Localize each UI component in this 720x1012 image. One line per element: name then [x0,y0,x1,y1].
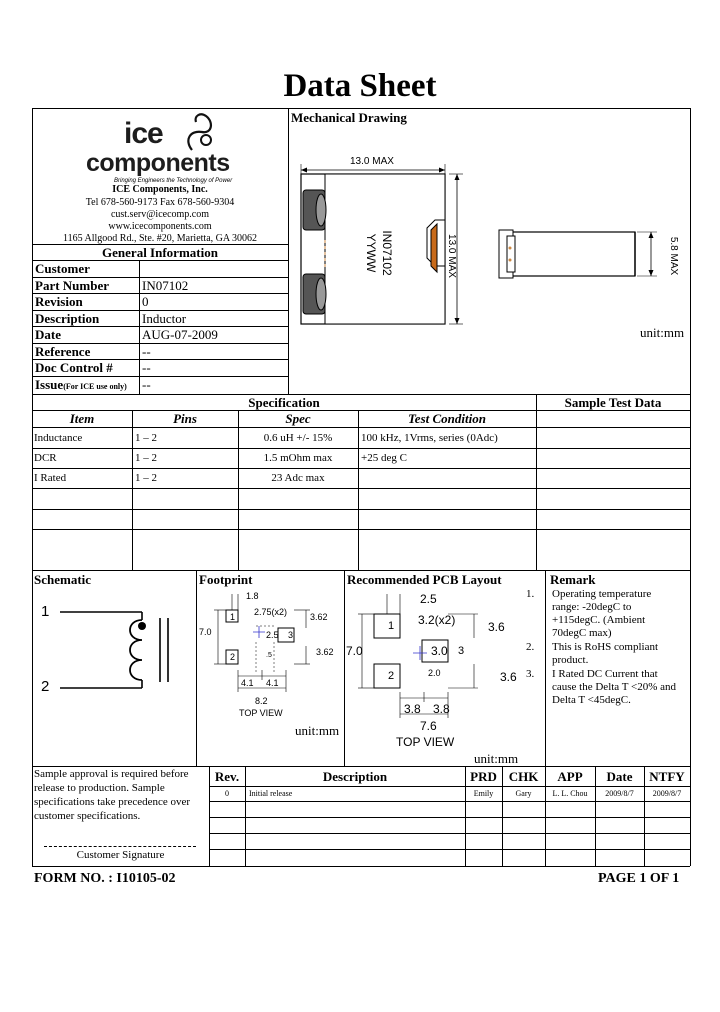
rev-col-description: Description [322,769,388,784]
company-email: cust.serv@icecomp.com [110,209,210,220]
issue-label: Issue [35,377,64,392]
fp-top-view: TOP VIEW [239,708,283,718]
issue-note: (For ICE use only) [63,382,127,391]
pcb-dim-5: 3.0 [431,644,448,658]
info-value-doc-control: -- [142,360,151,375]
info-label-revision: Revision [35,294,83,309]
rev-col-app: APP [557,769,583,784]
page-title: Data Sheet [283,68,437,104]
fp-dim-2: 2.75(x2) [254,607,288,617]
pcb-dim-6: 2.0 [428,668,441,678]
remark-heading: Remark [550,572,596,587]
fp-dim-7: 4.1 [241,678,254,688]
spec-item: Inductance [34,432,83,444]
company-phone: Tel 678-560-9173 Fax 678-560-9304 [85,197,235,208]
info-label-customer: Customer [35,261,90,276]
spec-condition: 100 kHz, 1Vrms, series (0Adc) [361,432,498,444]
pcb-pad-1: 1 [388,620,395,632]
info-label-issue [35,378,127,392]
spec-condition: +25 deg C [361,452,407,464]
mech-dim-height: 13.0 MAX [446,234,457,278]
fp-dim-10: .5 [266,652,272,659]
info-label-description: Description [35,311,100,326]
fp-pad-2: 2 [230,652,236,662]
pcb-dim-4: 7.0 [346,644,363,658]
page-number: PAGE 1 OF 1 [598,871,680,886]
mech-marking-part: IN07102 [380,230,394,276]
inductor-symbol-icon [56,600,186,700]
spec-heading: Specification [248,395,320,410]
form-number: FORM NO. : I10105-02 [34,871,176,886]
rev-col-ntfy: NTFY [649,769,685,784]
spec-pins: 1 – 2 [135,472,157,484]
signature-label: Customer Signature [76,849,165,861]
info-value-reference: -- [142,344,151,359]
spec-pins: 1 – 2 [135,452,157,464]
fp-dim-4: 7.0 [199,627,212,637]
info-label-reference: Reference [35,344,91,359]
signature-line [44,846,196,847]
info-value-issue: -- [142,377,151,392]
spec-col-pins: Pins [173,411,197,426]
spec-value: 0.6 uH +/- 15% [263,432,333,444]
spec-item: DCR [34,452,57,464]
company-address: 1165 Allgood Rd., Ste. #20, Marietta, GA 30062 [62,233,258,244]
spec-value: 23 Adc max [271,472,325,484]
mech-dim-width: 13.0 MAX [350,156,394,167]
mech-marking-date: YYWW [364,233,378,273]
pcb-dim-3: 3.6 [488,620,505,634]
mech-dim-side: 5.8 MAX [668,236,679,276]
fp-unit: unit:mm [295,723,340,738]
spec-value: 1.5 mOhm max [263,452,333,464]
fp-dim-1: 1.8 [246,591,259,601]
fp-dim-5: 2.5 [266,630,279,640]
info-label-part-number: Part Number [35,278,110,293]
info-label-doc-control: Doc Control # [35,360,113,375]
schematic-pin2: 2 [41,678,50,695]
pcb-unit: unit:mm [474,751,519,766]
pcb-dim-9: 3.8 [433,702,450,716]
spec-col-condition: Test Condition [408,411,486,426]
info-label-date: Date [35,327,61,342]
mechanical-drawing [289,150,689,330]
mech-unit: unit:mm [640,325,685,340]
spec-pins: 1 – 2 [135,432,157,444]
mechanical-heading: Mechanical Drawing [291,110,407,125]
schematic-pin1: 1 [41,603,50,620]
info-value-revision: 0 [142,294,149,309]
fp-pad-1: 1 [230,612,236,622]
fp-dim-6: 3.62 [316,647,334,657]
rev-col-rev: Rev. [214,769,240,784]
fp-pad-3: 3 [288,630,294,640]
spec-col-spec: Spec [285,411,311,426]
rev-col-date: Date [606,769,633,784]
pcb-pad-3: 3 [458,645,465,657]
pcb-dim-10: 7.6 [420,719,437,733]
fp-dim-3: 3.62 [310,612,328,622]
rev-col-prd: PRD [470,769,497,784]
info-value-description: Inductor [142,311,187,326]
general-info-heading: General Information [102,245,218,260]
pcb-pad-2: 2 [388,670,395,682]
pcb-dim-7: 3.6 [500,670,517,684]
spec-item: I Rated [34,472,67,484]
sample-test-heading: Sample Test Data [564,395,662,410]
info-value-part-number: IN07102 [142,278,189,293]
pcb-heading: Recommended PCB Layout [347,572,502,587]
footprint-heading: Footprint [199,572,253,587]
pcb-dim-1: 2.5 [420,592,437,606]
info-value-date: AUG-07-2009 [142,327,218,342]
pcb-dim-8: 3.8 [404,702,421,716]
fp-dim-8: 4.1 [266,678,279,688]
company-name: ICE Components, Inc. [112,184,208,195]
fp-dim-9: 8.2 [255,696,268,706]
company-web: www.icecomponents.com [108,221,212,232]
pcb-top-view: TOP VIEW [396,735,455,749]
pcb-dim-2: 3.2(x2) [418,613,456,627]
schematic-heading: Schematic [34,572,92,587]
rev-col-chk: CHK [508,769,539,784]
spec-col-item: Item [69,411,95,426]
